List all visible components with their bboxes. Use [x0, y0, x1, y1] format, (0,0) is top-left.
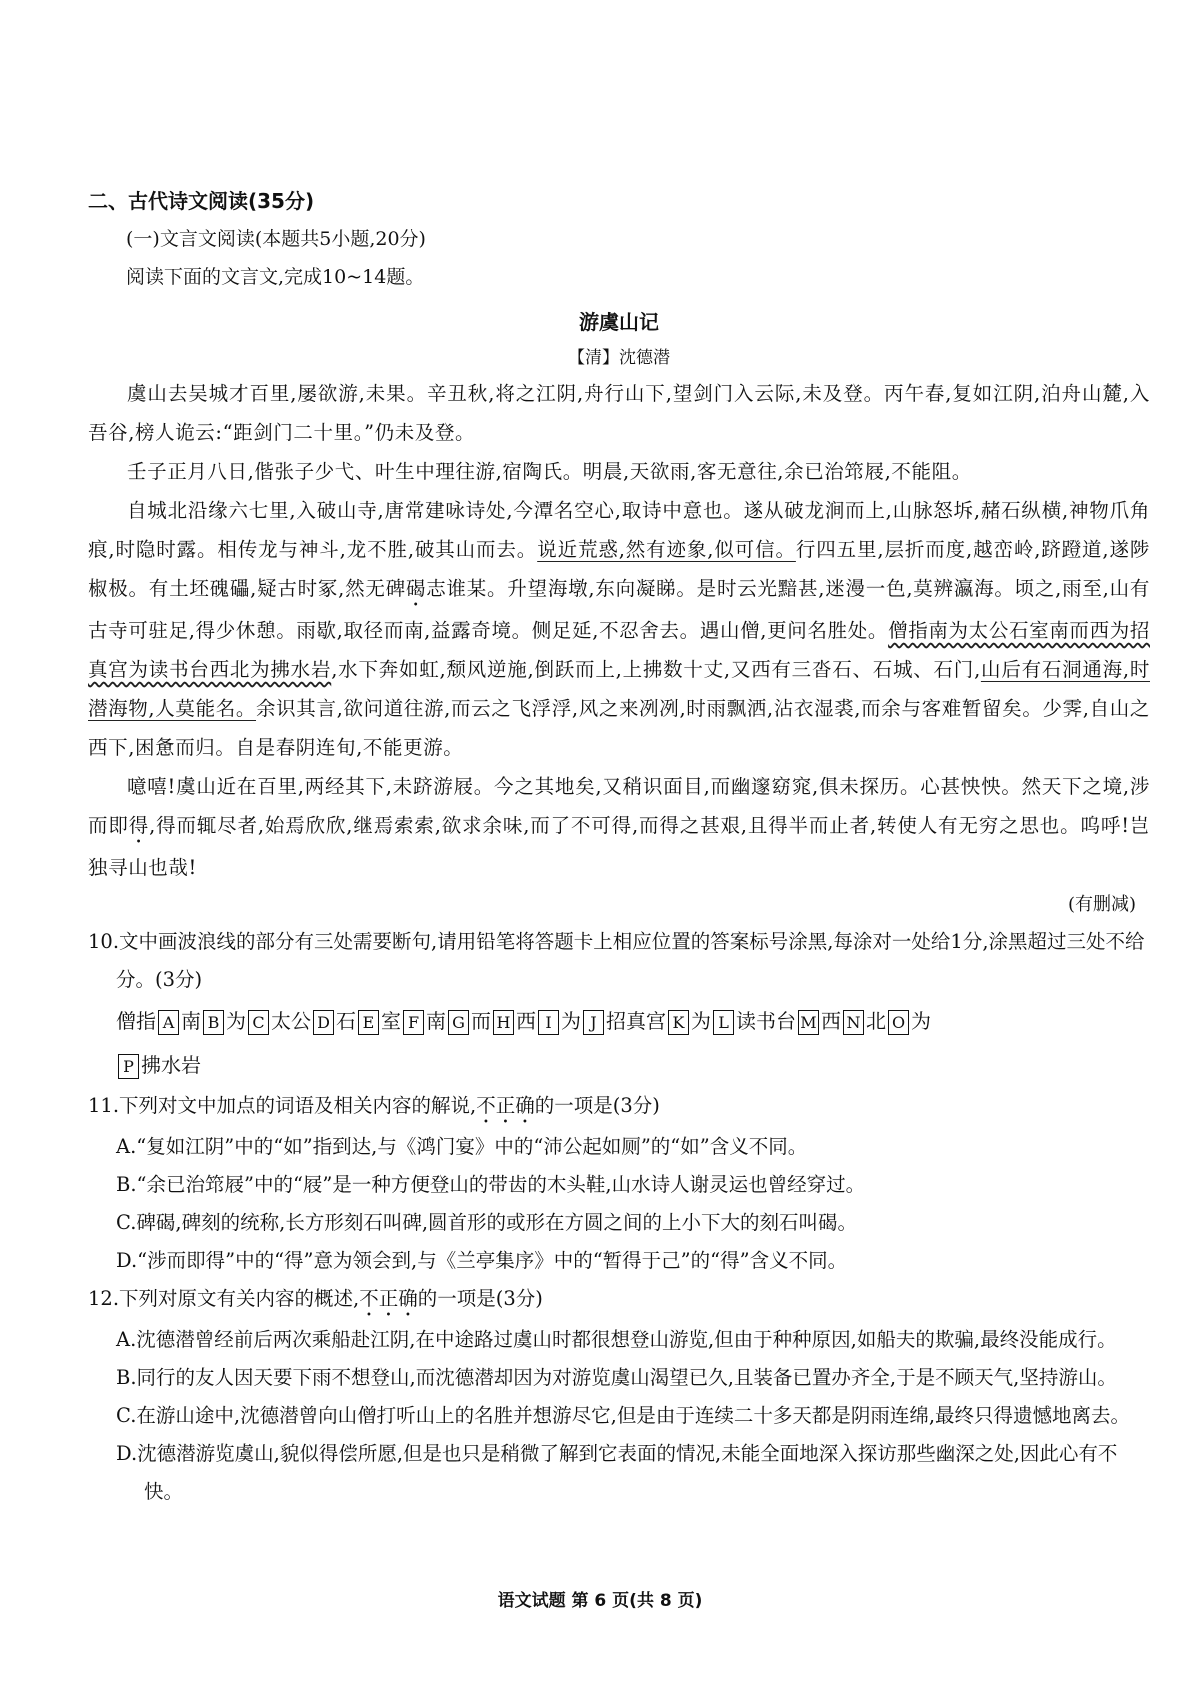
source-note: (有删减)	[1067, 894, 1136, 915]
answer-box-K[interactable]: K	[668, 1010, 689, 1035]
text-span: ,水下奔如虹,颓风逆施,倒跃而上,上拂数十丈,又西有三沓石、石城、石门,	[331, 658, 981, 681]
segment-text: 西	[821, 1009, 841, 1033]
answer-box-P[interactable]: P	[118, 1054, 139, 1079]
segment-text: 招真宫	[606, 1009, 666, 1033]
segment-text: 读书台	[736, 1009, 796, 1033]
segment-text: 室	[381, 1009, 401, 1033]
segment-text: 为	[561, 1009, 581, 1033]
segment-text: 北	[866, 1009, 886, 1033]
instruction: 阅读下面的文言文,完成10~14题。	[126, 266, 425, 288]
passage-paragraph-4	[88, 767, 1150, 887]
answer-box-O[interactable]: O	[888, 1010, 909, 1035]
answer-box-H[interactable]: H	[493, 1010, 514, 1035]
text-span: 11.下列对文中加点的词语及相关内容的解说,	[88, 1094, 477, 1117]
text-span: 12.下列对原文有关内容的概述,	[88, 1287, 360, 1310]
segment-text: 西	[516, 1009, 536, 1033]
segment-text: 为	[911, 1009, 931, 1033]
underlined-sentence-2: 山后有石洞通海,时潜海物,人莫能名。	[88, 658, 1150, 720]
question-12-stem	[88, 1280, 1150, 1321]
dotted-word-jie: 碣	[405, 577, 427, 600]
question-11-option-c: C.碑碣,碑刻的统称,长方形刻石叫碑,圆首形的或形在方圆之间的上小下大的刻石叫碣。	[116, 1211, 858, 1234]
segment-text: 石	[336, 1009, 356, 1033]
question-11-option-a: A.“复如江阴”中的“如”指到达,与《鸿门宴》中的“沛公起如厕”的“如”含义不同。	[116, 1135, 808, 1158]
answer-box-L[interactable]: L	[713, 1010, 734, 1035]
exam-page	[88, 182, 1150, 1511]
text-span: 志谁某。升望海墩,东向凝睇。是时云光黯甚,迷漫一色,莫辨瀛海。顷之,雨至,山有古寺可驻足,得少休憩。雨歇,取径而南,益露奇境。侧足延,不忍舍去。遇山僧,更问名胜处。	[88, 577, 1150, 642]
question-12-option-c: C.在游山途中,沈德潜曾向山僧打听山上的名胜并想游尽它,但是由于连续二十多天都是阴雨连绵,最终只得遗憾地离去。	[116, 1404, 1131, 1427]
text-span: 余识其言,欲问道往游,而云之飞浮浮,风之来冽冽,时雨飘洒,沾衣湿裘,而余与客难暂留矣。少霁,自山之西下,困惫而归。自是春阴连旬,不能更游。	[88, 697, 1150, 759]
passage-paragraph-3	[88, 491, 1150, 767]
segment-text: 南	[426, 1009, 446, 1033]
answer-box-N[interactable]: N	[843, 1010, 864, 1035]
question-10-punctuation-row-2	[88, 1043, 1150, 1087]
section-title: 二、古代诗文阅读(35分)	[88, 189, 315, 213]
passage-title: 游虞山记	[579, 310, 659, 334]
passage-paragraph-2: 壬子正月八日,偕张子少弋、叶生中理往游,宿陶氏。明晨,天欲雨,客无意往,余已治筇屐,不能阻。	[127, 460, 972, 483]
answer-box-C[interactable]: C	[248, 1010, 269, 1035]
segment-text: 而	[471, 1009, 491, 1033]
text-span: 的一项是(3分)	[534, 1094, 660, 1117]
answer-box-D[interactable]: D	[313, 1010, 334, 1035]
text-span: 的一项是(3分)	[417, 1287, 543, 1310]
question-11-option-d: D.“涉而即得”中的“得”意为领会到,与《兰亭集序》中的“暂得于己”的“得”含义不同。	[116, 1249, 848, 1272]
emphasis-not-correct: 不正确	[476, 1094, 535, 1117]
question-12-option-d: D.沈德潜游览虞山,貌似得偿所愿,但是也只是稍微了解到它表面的情况,未能全面地深入探访那些幽深之处,因此心有不快。	[116, 1442, 1118, 1503]
question-11-option-b: B.“余已治筇屐”中的“屐”是一种方便登山的带齿的木头鞋,山水诗人谢灵运也曾经穿过。	[116, 1173, 866, 1196]
answer-box-J[interactable]: J	[583, 1010, 604, 1035]
segment-text: 为	[226, 1009, 246, 1033]
underlined-sentence-1: 说近荒惑,然有迹象,似可信。	[537, 538, 796, 561]
text-span: ,得而辄尽者,始焉欣欣,继焉索索,欲求余味,而了不可得,而得之甚艰,且得半而止者,转使人有无穷之思也。呜呼!岂独寻山也哉!	[88, 814, 1150, 879]
text-span: 自城北沿缘六七里,入破山寺,唐常建咏诗处,今潭名空心,取诗中意也。遂从破龙涧而上,山脉怒坼,赭石纵横,神物爪角痕,时隐时露。相传龙与神斗,龙不胜,破其山而去。	[88, 499, 1150, 561]
question-10-stem: 10.文中画波浪线的部分有三处需要断句,请用铅笔将答题卡上相应位置的答案标号涂黑,每涂对一处给1分,涂黑超过三处不给分。(3分)	[88, 930, 1145, 991]
answer-box-G[interactable]: G	[448, 1010, 469, 1035]
question-12-option-a: A.沈德潜曾经前后两次乘船赴江阴,在中途路过虞山时都很想登山游览,但由于种种原因,如船夫的欺骗,最终没能成行。	[116, 1328, 1117, 1351]
segment-text: 南	[181, 1009, 201, 1033]
answer-box-M[interactable]: M	[798, 1010, 819, 1035]
question-12-option-b: B.同行的友人因天要下雨不想登山,而沈德潜却因为对游览虞山渴望已久,且装备已置办齐全,于是不顾天气,坚持游山。	[116, 1366, 1117, 1389]
text-span: 噫嘻!虞山近在百里,两经其下,未跻游屐。今之其地矣,又稍识面目,而幽邃窈窕,俱未探历。心甚怏怏。然天下之境,涉而即	[88, 775, 1150, 837]
subsection-title: (一)文言文阅读(本题共5小题,20分)	[126, 228, 426, 250]
dotted-word-de: 得	[128, 814, 150, 837]
text-span: 行四五里,层折而度,越峦岭,跻蹬道,遂陟椒极。有土坯磈礧,疑古时冢,然无碑	[88, 538, 1150, 600]
segment-text: 僧指	[116, 1009, 156, 1033]
segment-text: 太公	[271, 1009, 311, 1033]
answer-box-E[interactable]: E	[358, 1010, 379, 1035]
answer-box-F[interactable]: F	[403, 1010, 424, 1035]
wavy-underlined-sentence: 僧指南为太公石室南而西为招真宫为读书台西北为拂水岩	[88, 619, 1150, 681]
answer-box-B[interactable]: B	[203, 1010, 224, 1035]
segment-text: 为	[691, 1009, 711, 1033]
passage-author: 【清】沈德潜	[568, 348, 670, 368]
question-11-stem	[88, 1087, 1150, 1128]
emphasis-not-correct: 不正确	[359, 1287, 418, 1310]
answer-box-A[interactable]: A	[158, 1010, 179, 1035]
question-10-punctuation-row	[88, 999, 1150, 1043]
passage-paragraph-1: 虞山去吴城才百里,屡欲游,未果。辛丑秋,将之江阴,舟行山下,望剑门入云际,未及登。丙午春,复如江阴,泊舟山麓,入吾谷,榜人诡云:“距剑门二十里。”仍未及登。	[88, 382, 1150, 444]
segment-text: 拂水岩	[141, 1053, 201, 1077]
answer-box-I[interactable]: I	[538, 1010, 559, 1035]
page-footer: 语文试题 第 6 页(共 8 页)	[497, 1591, 703, 1611]
